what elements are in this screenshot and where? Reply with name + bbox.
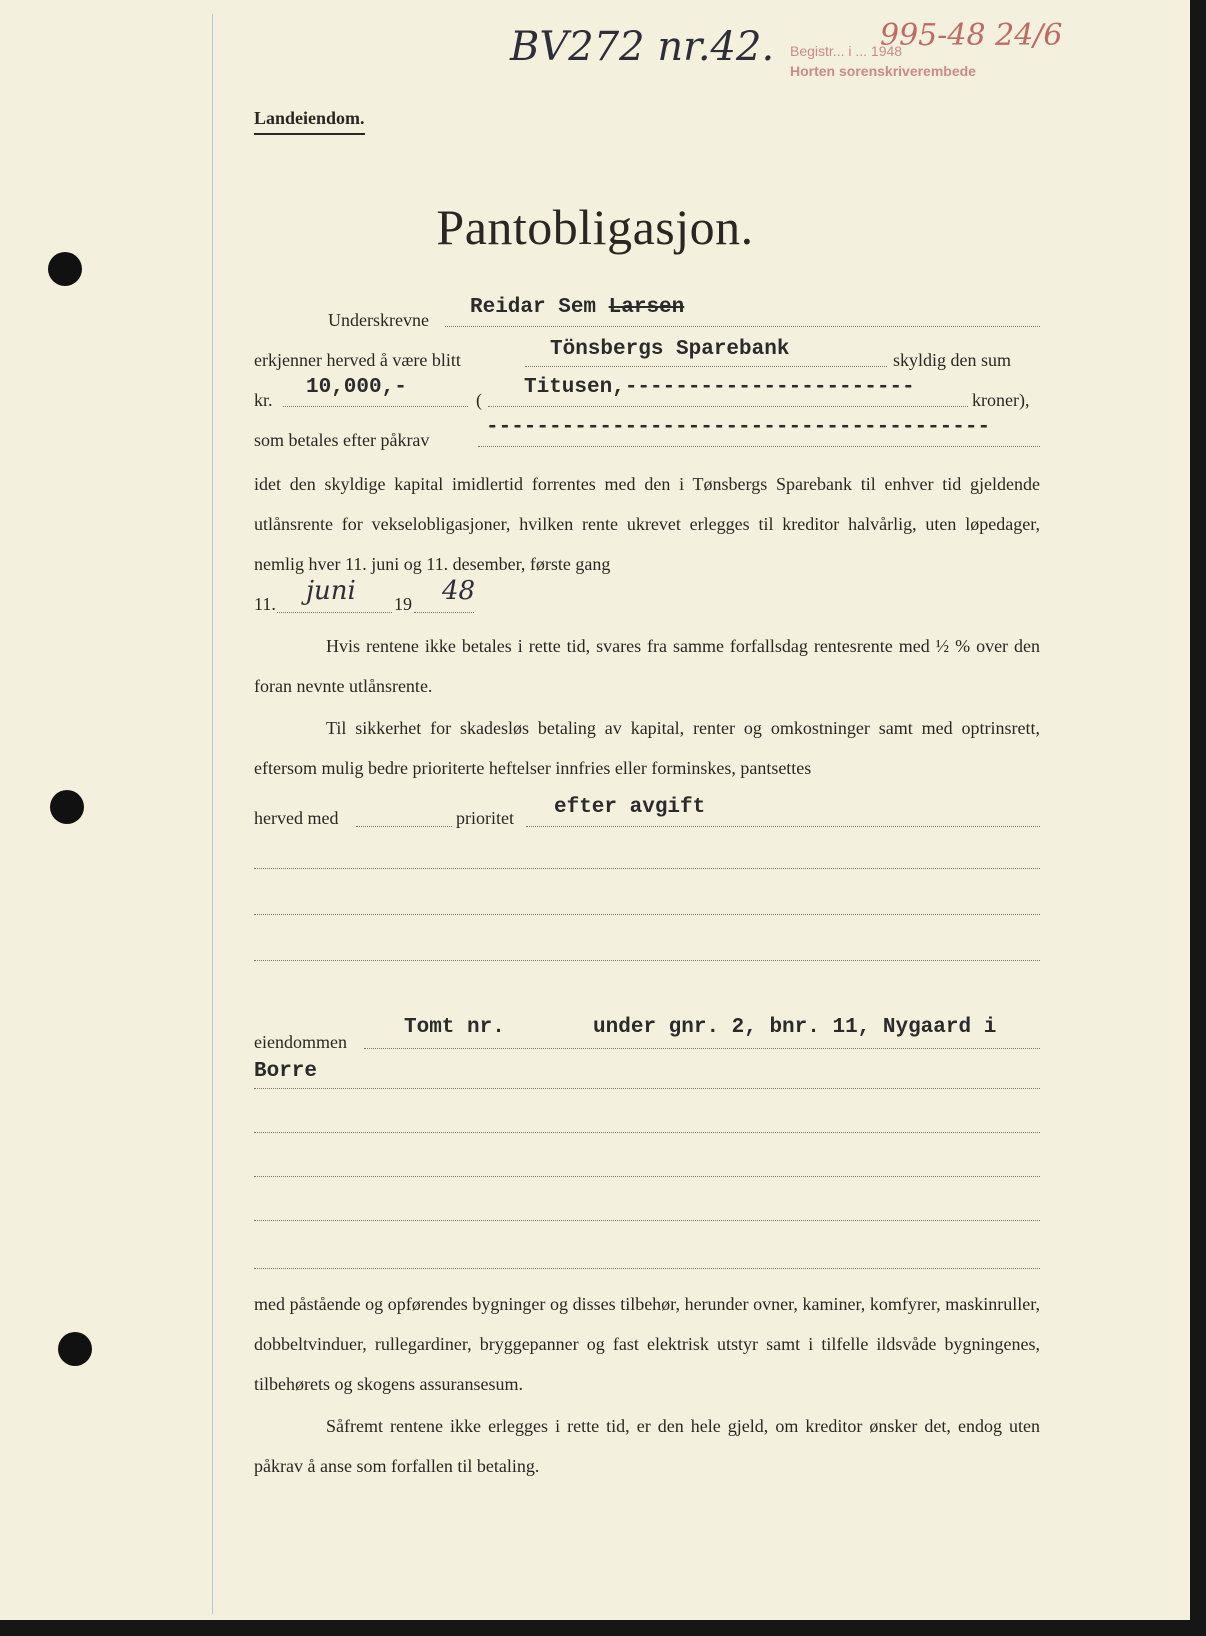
registration-stamp-line1: Begistr... i ... 1948 [790,43,903,59]
property-line-2 [254,1088,1040,1089]
security-paragraph [254,708,1040,788]
buildings-paragraph: med påstående og opførendes bygninger og disses tilbehør, herunder ovner, kaminer, komfyrer, maskinruller, dobbeltvinduer, rullegardiner, bryggepanner og fast elektrisk utstyr samt i tilfelle ildsvåde bygningenes, tilbehørets og skogens assuransesum. [254,1294,1040,1394]
interest-paragraph: idet den skyldige kapital imidlertid forrentes med den i Tønsbergs Sparebank til enhver tid gjeldende utlånsrente for vekselobligasjoner, hvilken rente ukrevet erlegges til kreditor halvårlig, uten løpedager, nemlig hver 11. juni og 11. desember, første gang [254,474,1040,574]
undersigned-label: Underskrevne [328,310,429,330]
payable-value: ---------------------------------------- [486,416,991,439]
undersigned-name [470,296,684,319]
category-heading: Landeiendom. [254,108,365,135]
property-line-6 [254,1268,1040,1269]
undersigned-struck-name: Larsen [608,296,685,319]
first-payment-month: juni [306,576,356,606]
late-interest-paragraph [254,626,1040,706]
property-line-4 [254,1176,1040,1177]
security-text: Til sikkerhet for skadesløs betaling av kapital, renter og omkostninger samt med optrinsrett, eftersom mulig bedre prioriterte heftelser innfries eller forminskes, pantsettes [254,718,1040,778]
default-text: Såfremt rentene ikke erlegges i rette tid, er den hele gjeld, om kreditor ønsker det, endog uten påkrav å anse som forfallen til betaling. [254,1416,1040,1476]
punch-hole-top [48,252,82,286]
punch-hole-middle [50,790,84,824]
priority-value: efter avgift [554,796,706,819]
punch-hole-bottom [58,1332,92,1366]
blank-line-2 [254,914,1040,915]
amount-words: Titusen,----------------------- [524,376,915,399]
default-paragraph [254,1406,1040,1486]
first-payment-month-line [277,612,392,613]
case-number: 995-48 24/6 [880,18,1063,53]
creditor-name: Tönsbergs Sparebank [550,338,790,361]
undersigned-line [445,326,1040,327]
amount-words-line [488,406,968,407]
late-interest-text: Hvis rentene ikke betales i rette tid, svares fra samme forfallsdag rentesrente med ½ % over den foran nevnte utlånsrente. [254,636,1040,696]
payable-line [478,446,1040,447]
registration-stamp-line2: Horten sorenskriverembede [790,63,976,79]
priority-line [526,826,1040,827]
herved-med-line [356,826,452,827]
paren-open: ( [476,390,482,410]
kroner-label: kroner), [972,390,1030,410]
property-line-3 [254,1132,1040,1133]
property-line-5 [254,1220,1040,1221]
first-payment-day: 11. [254,594,276,614]
property-value-line2: Borre [254,1060,318,1083]
document-title: Pantobligasjon. [436,199,754,255]
payable-label: som betales efter påkrav [254,430,430,450]
blank-line-3 [254,960,1040,961]
kr-label: kr. [254,390,273,410]
acknowledges-label: erkjenner herved å være blitt [254,350,461,370]
volume-reference: BⅤ272 nr.42. [510,24,775,70]
amount-value: 10,000,- [306,376,407,399]
property-line-1 [364,1048,1040,1049]
creditor-line [525,366,887,367]
first-payment-year-line [414,612,474,613]
year-prefix: 19 [394,594,412,614]
property-value-line1: Tomt nr. under gnr. 2, bnr. 11, Nygaard i [404,1016,997,1039]
undersigned-name-text: Reidar Sem [470,296,597,319]
herved-med-label: herved med [254,808,339,828]
blank-line-1 [254,868,1040,869]
priority-label: prioritet [456,808,514,828]
first-payment-year: 48 [442,576,476,606]
property-label: eiendommen [254,1032,347,1052]
amount-line [283,406,468,407]
owes-label: skyldig den sum [893,350,1012,370]
